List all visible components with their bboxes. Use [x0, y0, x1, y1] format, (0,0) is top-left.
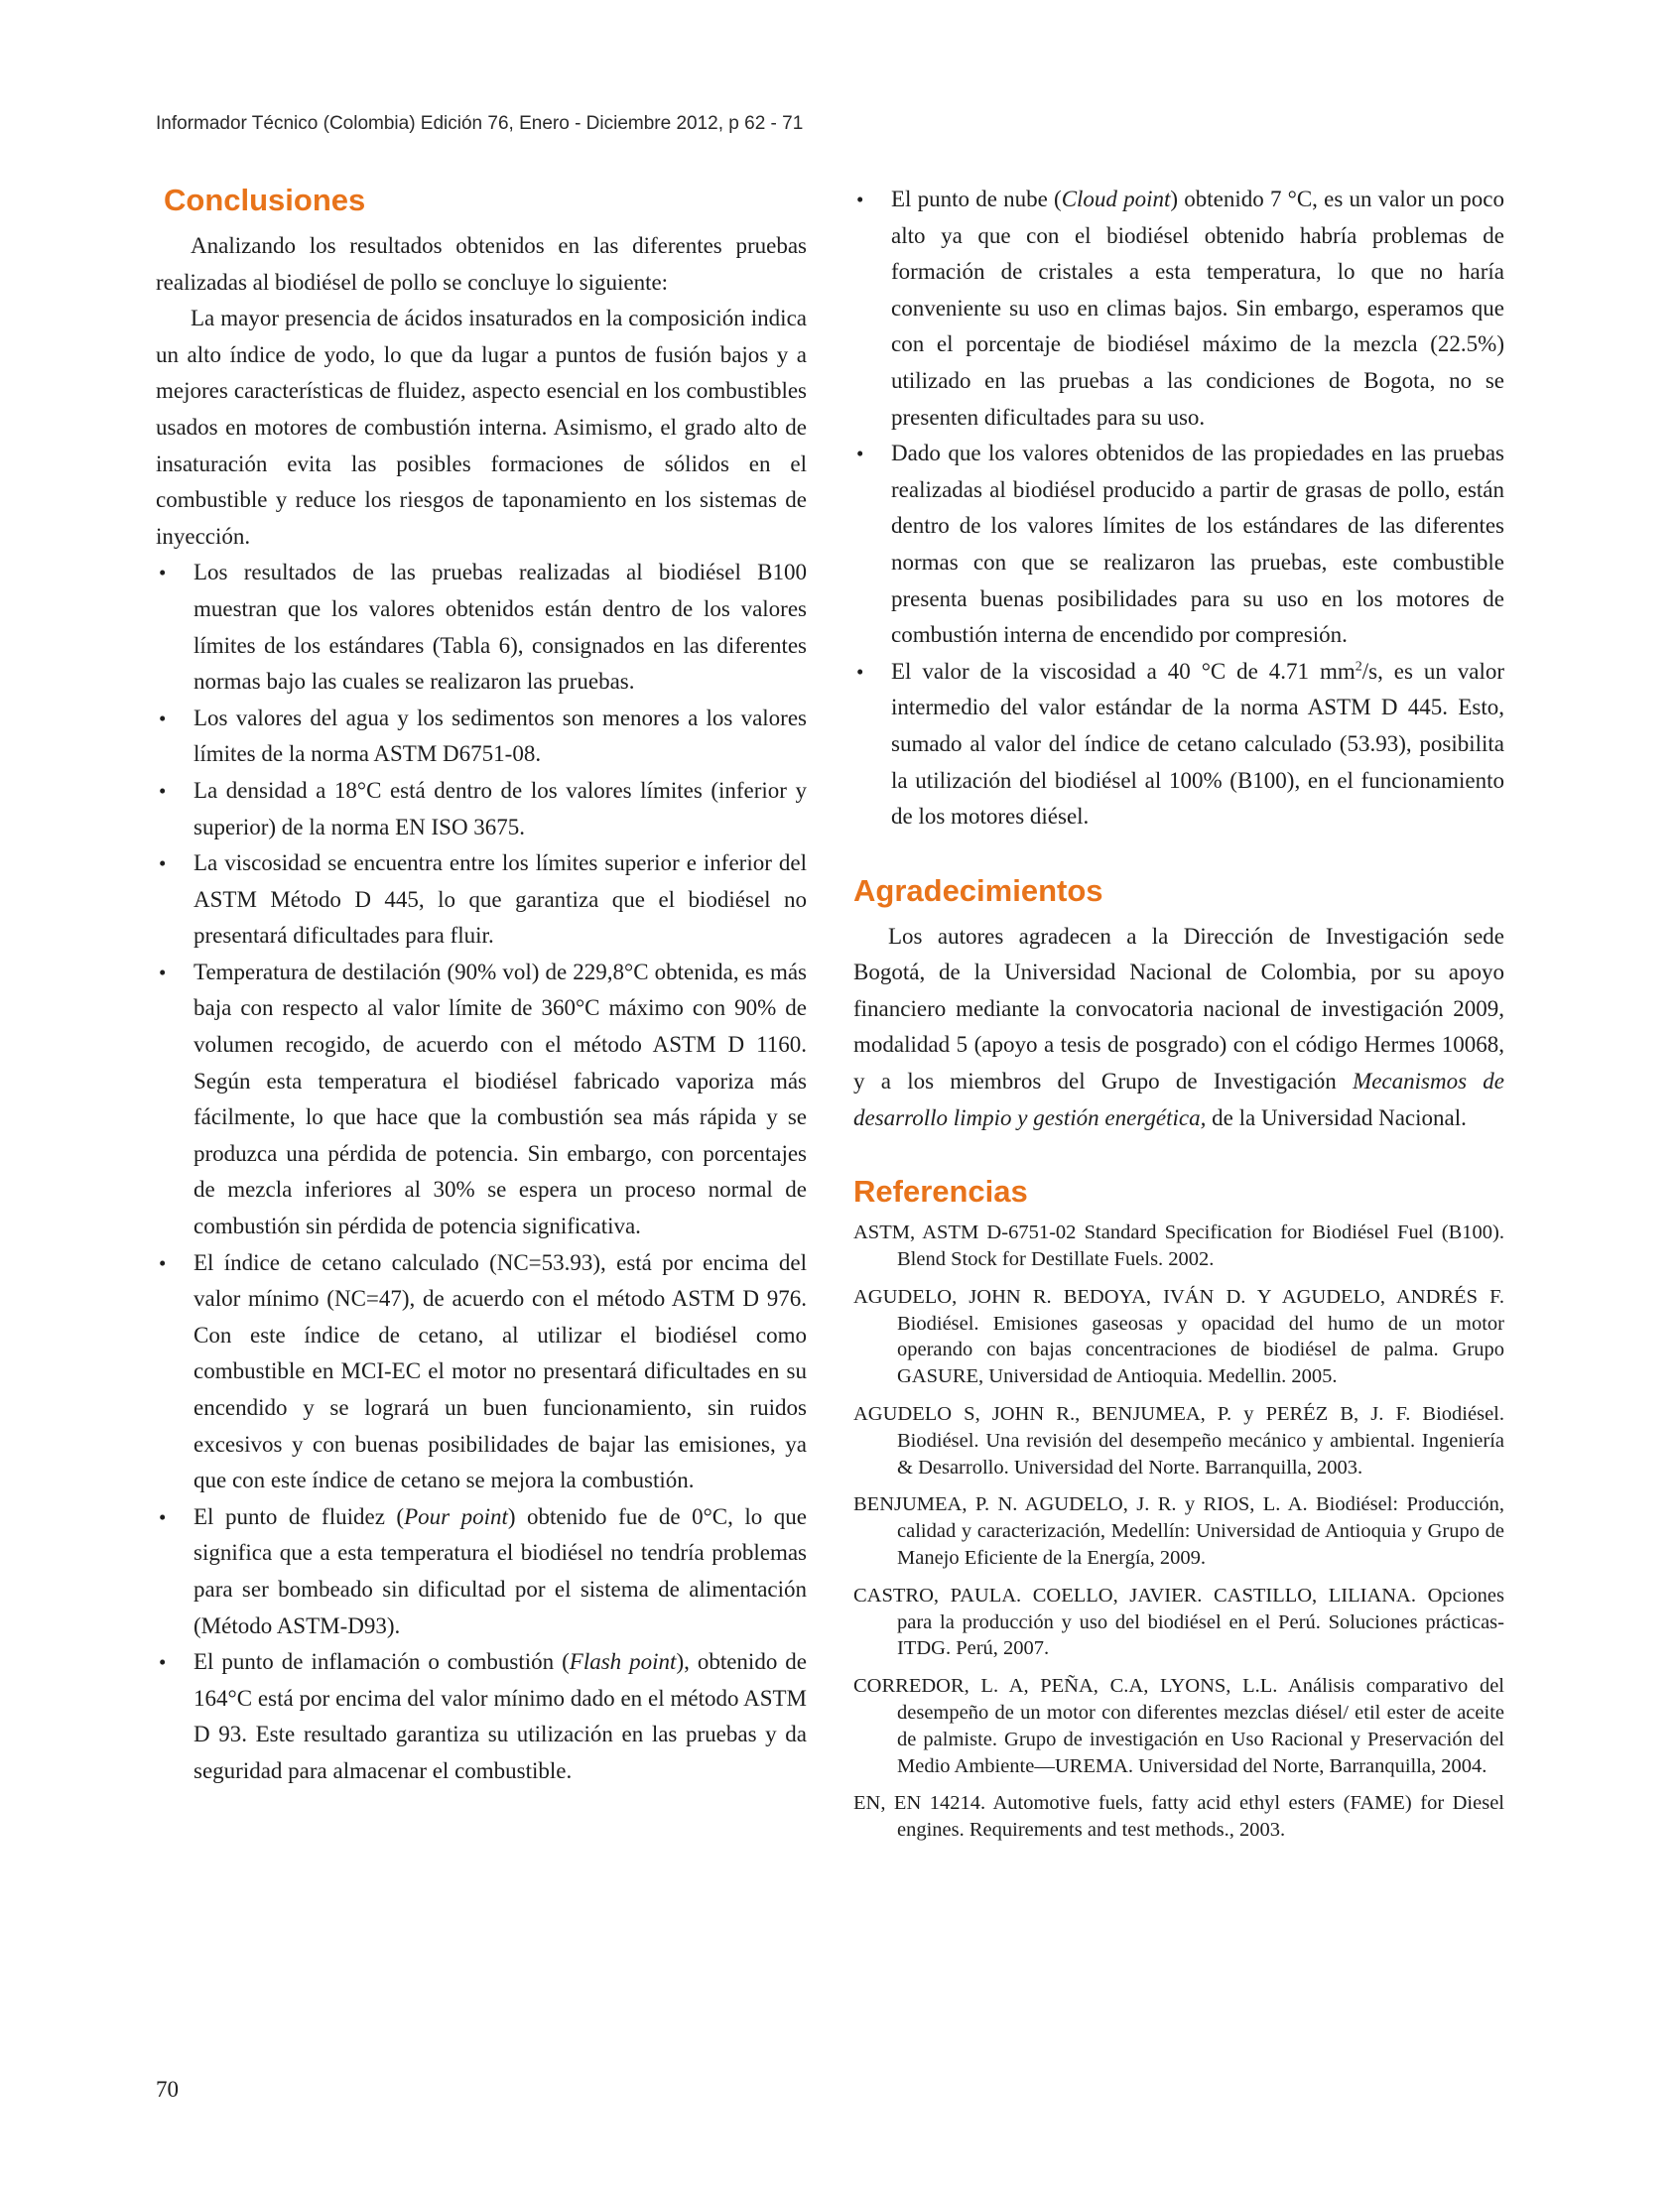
text-segment: El punto de fluidez (: [194, 1503, 405, 1529]
list-item: [156, 701, 807, 773]
reference-item: EN, EN 14214. Automotive fuels, fatty acid ethyl esters (FAME) for Diesel engines. Requirements and test methods., 2003.: [853, 1792, 1504, 1842]
list-item-text: La viscosidad se encuentra entre los límites superior e inferior del ASTM Método D 445, lo que garantiza que el biodiésel no presentará dificultades para fluir.: [194, 850, 807, 949]
reference-item: AGUDELO S, JOHN R., BENJUMEA, P. y PERÉZ B, J. F. Biodiésel. Biodiésel. Una revisión del desempeño mecánico y ambiental. Ingeniería & Desarrollo. Universidad del Norte. Barranquilla, 2003.: [853, 1403, 1504, 1479]
reference-item: AGUDELO, JOHN R. BEDOYA, IVÁN D. Y AGUDELO, ANDRÉS F. Biodiésel. Emisiones gaseosas y opacidad del humo de un motor operando con bajas concentraciones de biodiésel de palma. Grupo GASURE, Universidad de Antioquia. Medellin. 2005.: [853, 1285, 1504, 1388]
italic-group-name: Mecanismos de desarrollo limpio y gestión energética,: [853, 1069, 1505, 1130]
conclusiones-bullet-list-right: [853, 182, 1504, 836]
reference-item: BENJUMEA, P. N. AGUDELO, J. R. y RIOS, L. A. Biodiésel: Producción, calidad y caracterización, Medellín: Universidad de Antioquia y Grupo de Manejo Eficiente de la Energía, 2009.: [853, 1493, 1504, 1570]
right-column: [853, 182, 1504, 1855]
list-item-text: Los valores del agua y los sedimentos son menores a los valores límites de la norma ASTM D6751-08.: [194, 705, 807, 767]
bullet-icon: •: [159, 561, 167, 585]
reference-item: CASTRO, PAULA. COELLO, JAVIER. CASTILLO, LILIANA. Opciones para la producción y uso del biodiésel en el Perú. Soluciones prácticas-ITDG. Perú, 2007.: [853, 1584, 1504, 1660]
left-column: [156, 179, 807, 1790]
text-segment: ) obtenido fue de 0°C, lo que significa que a esta temperatura el biodiésel no tendría problemas para ser bombeado sin dificultad por el sistema de alimentación (Método ASTM-D93).: [194, 1503, 808, 1638]
conclusiones-intro: Analizando los resultados obtenidos en las diferentes pruebas realizadas al biodiésel de pollo se concluye lo siguiente:: [156, 233, 807, 295]
bullet-icon: •: [159, 778, 167, 803]
list-item: [156, 773, 807, 845]
list-item: [156, 845, 807, 955]
superscript: 2: [1355, 659, 1362, 675]
bullet-icon: •: [856, 188, 864, 211]
bullet-icon: •: [159, 851, 167, 876]
italic-term: Pour point: [404, 1503, 508, 1529]
bullet-icon: •: [159, 706, 167, 730]
text-segment: de la Universidad Nacional.: [1206, 1104, 1467, 1130]
text-segment: El punto de nube (: [891, 187, 1062, 211]
italic-term: Flash point: [569, 1649, 677, 1675]
list-item-text: Temperatura de destilación (90% vol) de 229,8°C obtenida, es más baja con respecto al valor límite de 360°C máximo con 90% de volumen recogido, de acuerdo con el método ASTM D 1160. Según esta temperatura el biodiésel fabricado vaporiza más fácilmente, lo que hace que la combustión sea más rápida y se produzca una pérdida de potencia. Sin embargo, con porcentajes de mezcla inferiores al 30% se espera un proceso normal de combustión sin pérdida de potencia significativa.: [194, 959, 807, 1239]
bullet-icon: •: [159, 1250, 167, 1275]
page-number: 70: [156, 2077, 179, 2102]
reference-item: CORREDOR, L. A, PEÑA, C.A, LYONS, L.L. Análisis comparativo del desempeño de un motor con diferentes mezclas diésel/ etil ester de aceite de palmiste. Grupo de investigación en Uso Racional y Preservación del Medio Ambiente—UREMA. Universidad del Norte, Barranquilla, 2004.: [853, 1675, 1504, 1777]
agradecimientos-paragraph: [853, 919, 1504, 1137]
bullet-icon: •: [856, 659, 864, 684]
italic-term: Cloud point: [1061, 187, 1171, 211]
text-segment: /s, es un valor intermedio del valor estándar de la norma ASTM D 445. Esto, sumado al valor del índice de cetano calculado (53.93), posibilita la utilización del biodiésel al 100% (B100), en el funcionamiento de los motores diésel.: [891, 658, 1505, 830]
list-item-text: Dado que los valores obtenidos de las propiedades en las pruebas realizadas al biodiésel producido a partir de grasas de pollo, están dentro de los valores límites de los estándares de las diferentes normas con que se realizaron las pruebas, este combustible presenta buenas posibilidades para su uso en los motores de combustión interna de encendido por compresión.: [891, 441, 1504, 648]
list-item: [853, 436, 1504, 654]
list-item-text: La densidad a 18°C está dentro de los valores límites (inferior y superior) de la norma EN ISO 3675.: [194, 777, 807, 839]
reference-list: [853, 1220, 1504, 1844]
list-item: [156, 955, 807, 1245]
bullet-icon: •: [856, 442, 864, 466]
conclusiones-bullet-list-left: [156, 555, 807, 1789]
list-item-text: Los resultados de las pruebas realizadas al biodiésel B100 muestran que los valores obtenidos están dentro de los valores límites de los estándares (Tabla 6), consignados en las diferentes normas bajo las cuales se realizaron las pruebas.: [194, 560, 807, 695]
list-item-text: El índice de cetano calculado (NC=53.93), está por encima del valor mínimo (NC=47), de acuerdo con el método ASTM D 976. Con este índice de cetano, al utilizar el biodiésel como combustible en MCI-EC el motor no presentará dificultades en su encendido y se logrará un buen funcionamiento, sin ruidos excesivos y con buenas posibilidades de bajar las emisiones, ya que con este índice de cetano se mejora la combustión.: [194, 1249, 807, 1493]
bullet-icon: •: [159, 1650, 167, 1675]
list-item-pour-point: [156, 1499, 807, 1644]
text-segment: Los autores agradecen a la Dirección de Investigación sede Bogotá, de la Universidad Nacional de Colombia, por su apoyo financiero mediante la convocatoria nacional de investigación 2009, modalidad 5 (apoyo a tesis de posgrado) con el código Hermes 10068, y a los miembros del Grupo de Investigación: [853, 923, 1504, 1094]
text-segment: ) obtenido 7 °C, es un valor un poco alto ya que con el biodiésel obtenido habría problemas de formación de cristales a esta temperatura, lo que no haría conveniente su uso en climas bajos. Sin embargo, esperamos que con el porcentaje de biodiésel máximo de la mezcla (22.5%) utilizado en las pruebas a las condiciones de Bogota, no se presenten dificultades para su uso.: [891, 187, 1505, 430]
list-item-flash-point: [156, 1644, 807, 1789]
text-segment: ), obtenido de 164°C está por encima del valor mínimo dado en el método ASTM D 93. Este resultado garantiza su utilización en las pruebas y da seguridad para almacenar el combustible.: [194, 1649, 808, 1783]
list-item-cloud-point: [853, 182, 1504, 436]
conclusiones-paragraph: La mayor presencia de ácidos insaturados en la composición indica un alto índice de yodo, lo que da lugar a puntos de fusión bajos y a mejores características de fluidez, aspecto esencial en los combustibles usados en motores de combustión interna. Asimismo, el grado alto de insaturación evita las posibles formaciones de sólidos en el combustible y reduce los riesgos de taponamiento en los sistemas de inyección.: [156, 306, 807, 549]
list-item: [156, 1245, 807, 1499]
text-segment: El valor de la viscosidad a 40 °C de 4.71 mm: [891, 658, 1356, 684]
referencias-heading: Referencias: [853, 1174, 1028, 1210]
bullet-icon: •: [159, 960, 167, 984]
reference-item: ASTM, ASTM D-6751-02 Standard Specification for Biodiésel Fuel (B100). Blend Stock for Destillate Fuels. 2002.: [853, 1222, 1504, 1271]
running-head: Informador Técnico (Colombia) Edición 76, Enero - Diciembre 2012, p 62 - 71: [156, 113, 804, 134]
list-item-viscosity: [853, 654, 1504, 836]
bullet-icon: •: [159, 1504, 167, 1529]
agradecimientos-heading: Agradecimientos: [853, 872, 1103, 908]
conclusiones-heading: Conclusiones: [164, 183, 366, 217]
text-segment: El punto de inflamación o combustión (: [194, 1649, 570, 1675]
list-item: [156, 555, 807, 700]
